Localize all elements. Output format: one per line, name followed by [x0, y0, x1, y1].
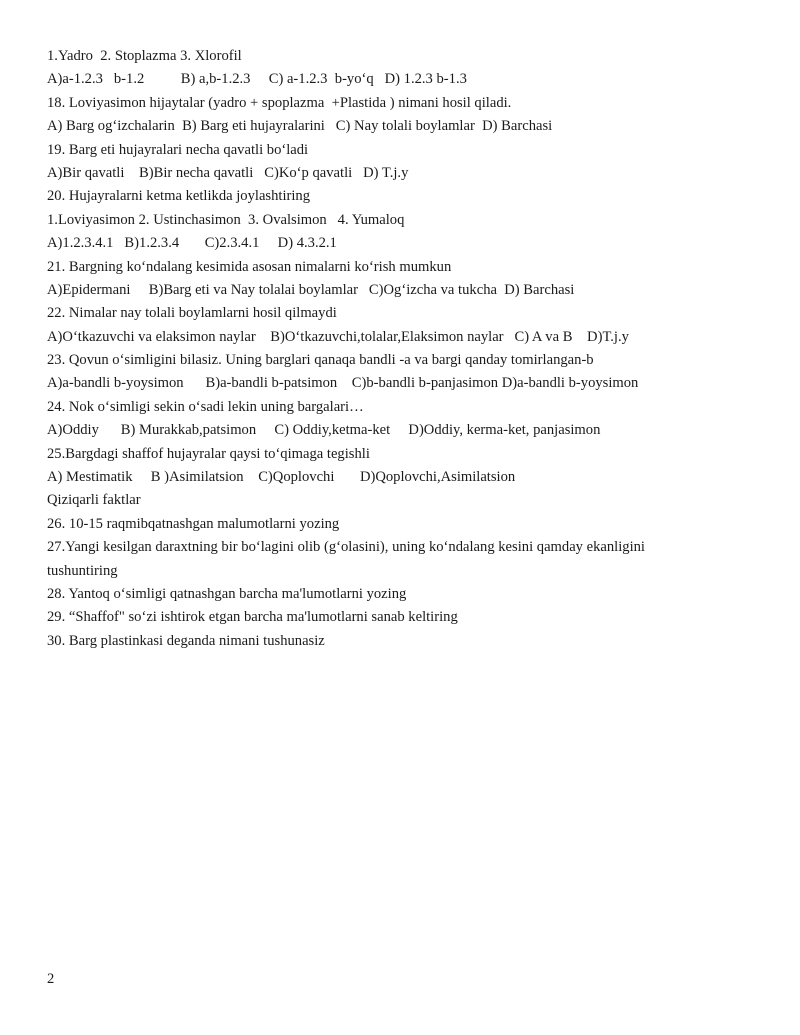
text-line: 1.Yadro 2. Stoplazma 3. Xlorofil — [47, 48, 242, 64]
text-line: A)Oddiy B) Murakkab,patsimon C) Oddiy,ketma-ket D)Oddiy, kerma-ket, panjasimon — [47, 422, 601, 439]
text-line: A)a-1.2.3 b-1.2 B) a,b-1.2.3 C) a-1.2.3 b-yo‘q D) 1.2.3 b-1.3 — [47, 71, 467, 88]
text-line: A)1.2.3.4.1 B)1.2.3.4 C)2.3.4.1 D) 4.3.2.1 — [47, 235, 337, 252]
text-line: 27.Yangi kesilgan daraxtning bir bo‘lagini olib (g‘olasini), uning ko‘ndalang kesini qamday ekanligini — [47, 539, 645, 556]
text-line: 24. Nok o‘simligi sekin o‘sadi lekin uning bargalari… — [47, 398, 364, 415]
text-line: 28. Yantoq o‘simligi qatnashgan barcha ma'lumotlarni yozing — [47, 585, 407, 602]
text-line: 1.Loviyasimon 2. Ustinchasimon 3. Ovalsimon 4. Yumaloq — [47, 211, 405, 228]
text-line: 23. Qovun o‘simligini bilasiz. Uning barglari qanaqa bandli -a va bargi qanday tomirlangan-b — [47, 352, 594, 369]
text-line: A)O‘tkazuvchi va elaksimon naylar B)O‘tkazuvchi,tolalar,Elaksimon naylar C) A va B D)T.j.y — [47, 328, 629, 345]
text-line: A)a-bandli b-yoysimon B)a-bandli b-patsimon C)b-bandli b-panjasimon D)a-bandli b-yoysimon — [47, 375, 639, 392]
text-line: 20. Hujayralarni ketma ketlikda joylashtiring — [47, 188, 311, 205]
text-line: tushuntiring — [47, 562, 118, 579]
text-line: A)Bir qavatli B)Bir necha qavatli C)Ko‘p qavatli D) T.j.y — [47, 164, 409, 181]
text-line: 19. Barg eti hujayralari necha qavatli bo‘ladi — [47, 141, 309, 158]
text-line: 18. Loviyasimon hijaytalar (yadro + spoplazma +Plastida ) nimani hosil qiladi. — [47, 94, 512, 111]
text-line: A)Epidermani B)Barg eti va Nay tolalai boylamlar C)Og‘izcha va tukcha D) Barchasi — [47, 281, 575, 298]
text-line: 25.Bargdagi shaffof hujayralar qaysi to‘qimaga tegishli — [47, 445, 370, 462]
text-line: A) Mestimatik B )Asimilatsion C)Qoplovchi D)Qoplovchi,Asimilatsion — [47, 469, 516, 486]
text-line: 29. “Shaffof" so‘zi ishtirok etgan barcha ma'lumotlarni sanab keltiring — [47, 609, 458, 626]
text-body — [47, 45, 767, 653]
page-number: 2 — [47, 971, 55, 987]
text-line: A) Barg og‘izchalarin B) Barg eti hujayralarini C) Nay tolali boylamlar D) Barchasi — [47, 118, 553, 135]
section-heading: Qiziqarli faktlar — [47, 492, 141, 509]
text-line: 30. Barg plastinkasi deganda nimani tushunasiz — [47, 632, 325, 649]
text-line: 26. 10-15 raqmibqatnashgan malumotlarni yozing — [47, 515, 340, 532]
text-line: 22. Nimalar nay tolali boylamlarni hosil qilmaydi — [47, 305, 337, 322]
text-line: 21. Bargning ko‘ndalang kesimida asosan nimalarni ko‘rish mumkun — [47, 258, 452, 275]
